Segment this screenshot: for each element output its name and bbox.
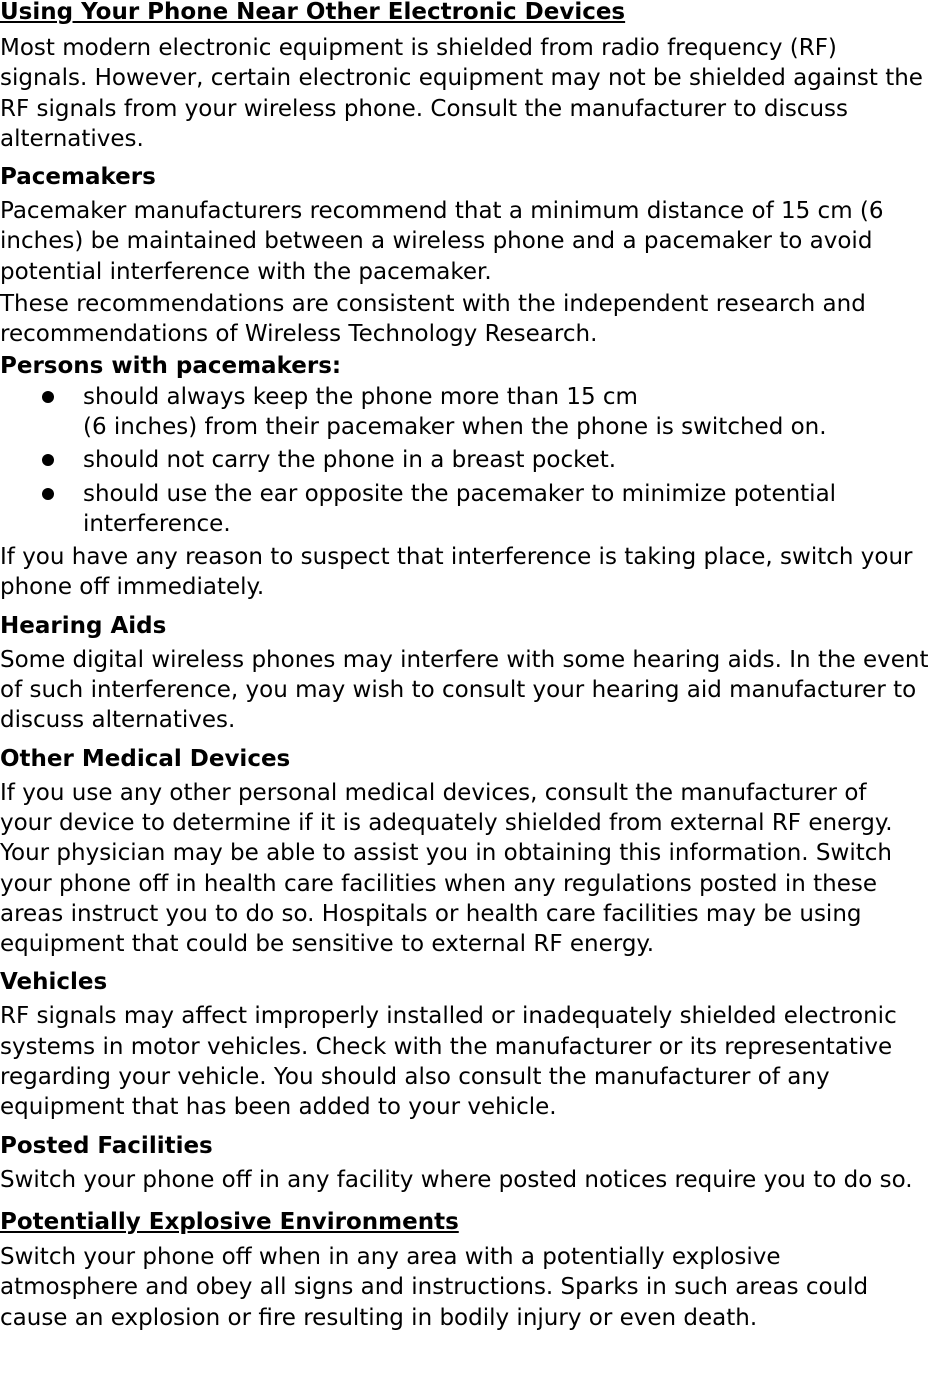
bullet-dot-icon <box>42 488 54 500</box>
list-item-line-1: should use the ear opposite the pacemaker to minimize potential <box>83 480 837 507</box>
electronic-devices-intro: Most modern electronic equipment is shielded from radio frequency (RF) signals. However, certain electronic equipment may not be shielded against the RF signals from your wireless phone. Consult the manufacturer to discuss alternatives. <box>0 35 923 152</box>
heading-other-medical-devices: Other Medical Devices <box>0 745 291 772</box>
list-item-line-1: should not carry the phone in a breast pocket. <box>83 447 617 474</box>
heading-posted-facilities: Posted Facilities <box>0 1132 213 1159</box>
heading-hearing-aids: Hearing Aids <box>0 612 167 639</box>
hearing-aids-text: Some digital wireless phones may interfere with some hearing aids. In the event of such interference, you may wish to consult your hearing aid manufacturer to discuss alternatives. <box>0 646 929 734</box>
pacemakers-paragraph-3: If you have any reason to suspect that interference is taking place, switch your phone off immediately. <box>0 544 913 601</box>
list-item-line-1: should always keep the phone more than 15 cm <box>83 383 638 410</box>
list-item <box>0 479 938 540</box>
bullet-dot-icon <box>42 454 54 466</box>
medical-devices-text: If you use any other personal medical devices, consult the manufacturer of your device to determine if it is adequately shielded from external RF energy. Your physician may be able to assist you in obtaining this information. Switch your phone off in health care facilities when any regulations posted in these areas instruct you to do so. Hospitals or health care facilities may be using equipment that could be sensitive to external RF energy. <box>0 779 893 958</box>
section-title-explosive-environments: Potentially Explosive Environments <box>0 1208 459 1235</box>
heading-persons-with-pacemakers: Persons with pacemakers: <box>0 352 342 379</box>
posted-facilities-text: Switch your phone off in any facility where posted notices require you to do so. <box>0 1166 913 1193</box>
heading-pacemakers: Pacemakers <box>0 164 156 191</box>
pacemakers-paragraph-1: Pacemaker manufacturers recommend that a minimum distance of 15 cm (6 inches) be maintained between a wireless phone and a pacemaker to avoid potential interference with the pacemaker. <box>0 198 884 285</box>
explosive-environments-text: Switch your phone off when in any area with a potentially explosive atmosphere and obey all signs and instructions. Sparks in such areas could cause an explosion or fire resulting in bodily injury or even death. <box>0 1243 869 1331</box>
bullet-dot-icon <box>42 391 54 403</box>
heading-vehicles: Vehicles <box>0 969 108 996</box>
list-item-line-2: (6 inches) from their pacemaker when the phone is switched on. <box>83 413 827 440</box>
list-item-line-2: interference. <box>83 510 231 537</box>
pacemakers-paragraph-2: These recommendations are consistent with the independent research and recommendations of Wireless Technology Research. <box>0 291 866 348</box>
list-item <box>0 445 938 475</box>
vehicles-text: RF signals may affect improperly installed or inadequately shielded electronic systems in motor vehicles. Check with the manufacturer or its representative regarding your vehicle. You should also consult the manufacturer of any equipment that has been added to your vehicle. <box>0 1003 897 1121</box>
section-title-electronic-devices: Using Your Phone Near Other Electronic Devices <box>0 0 626 25</box>
list-item <box>0 382 938 443</box>
pacemaker-bullet-list <box>0 382 938 539</box>
